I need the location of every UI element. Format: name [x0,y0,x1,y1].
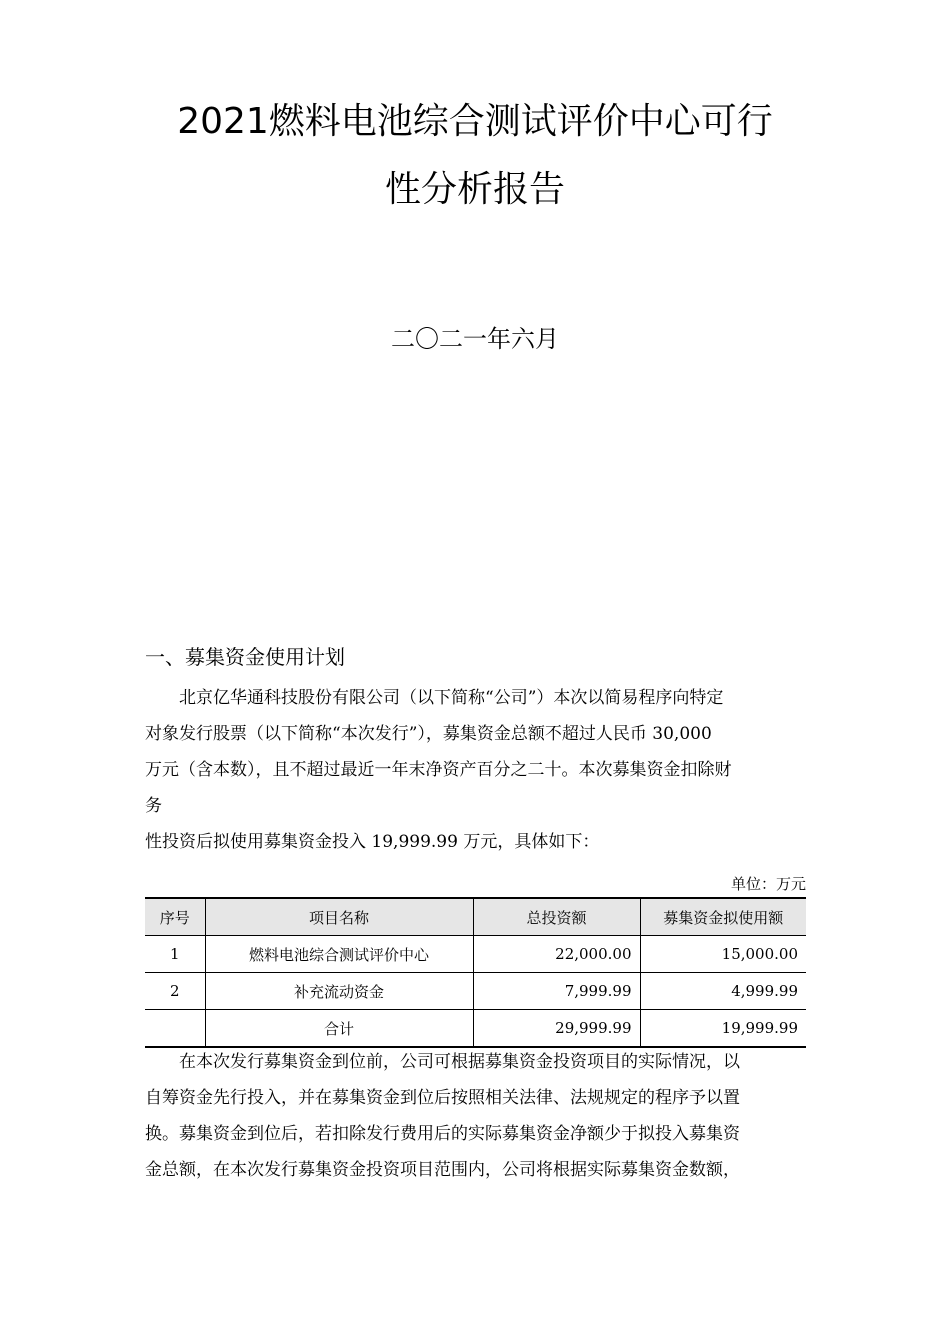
cell-project-name: 补充流动资金 [205,973,473,1010]
paragraph-line: 万元（含本数），且不超过最近一年末净资产百分之二十。本次募集资金扣除财 [145,760,732,780]
cell-total-investment-sum: 29,999.99 [473,1010,640,1048]
cell-no: 2 [145,973,205,1010]
cell-no [145,1010,205,1048]
header-raised-funds: 募集资金拟使用额 [640,898,806,936]
paragraph-line: 务 [145,796,162,816]
cell-total-investment: 7,999.99 [473,973,640,1010]
cell-raised-funds: 4,999.99 [640,973,806,1010]
paragraph-line: 自筹资金先行投入，并在募集资金到位后按照相关法律、法规规定的程序予以置 [145,1088,740,1108]
report-title-line-2: 性分析报告 [384,169,565,210]
paragraph-line: 换。募集资金到位后，若扣除发行费用后的实际募集资金净额少于拟投入募集资 [145,1124,740,1144]
cell-total-label: 合计 [205,1010,473,1048]
header-total-investment: 总投资额 [473,898,640,936]
section-heading-fund-plan: 一、募集资金使用计划 [145,645,345,669]
header-project-name: 项目名称 [205,898,473,936]
paragraph-line: 性投资后拟使用募集资金投入 19,999.99 万元，具体如下： [145,832,600,852]
table-header-row [145,898,806,936]
paragraph-line: 对象发行股票（以下简称“本次发行”），募集资金总额不超过人民币 30,000 [145,724,712,744]
table-total-row [145,1010,806,1048]
table-row [145,936,806,973]
table-row [145,973,806,1010]
paragraph-line: 北京亿华通科技股份有限公司（以下简称“公司”）本次以简易程序向特定 [179,688,724,708]
cell-project-name: 燃料电池综合测试评价中心 [205,936,473,973]
header-no: 序号 [145,898,205,936]
report-date: 二〇二一年六月 [391,325,559,353]
paragraph-line: 金总额，在本次发行募集资金投资项目范围内，公司将根据实际募集资金数额， [145,1160,740,1180]
cell-total-investment: 22,000.00 [473,936,640,973]
paragraph-line: 在本次发行募集资金到位前，公司可根据募集资金投资项目的实际情况，以 [179,1052,740,1072]
report-title-line-1: 2021燃料电池综合测试评价中心可行 [177,101,773,142]
unit-label: 单位：万元 [730,875,806,893]
cell-no: 1 [145,936,205,973]
fund-usage-table [145,897,806,1048]
cell-raised-funds-sum: 19,999.99 [640,1010,806,1048]
cell-raised-funds: 15,000.00 [640,936,806,973]
